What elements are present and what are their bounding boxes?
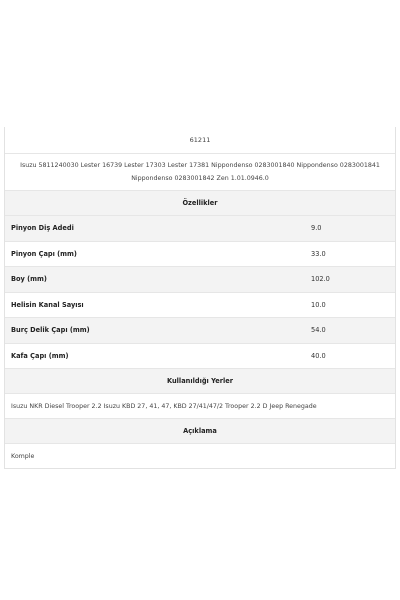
spec-row-bushing-bore <box>5 317 395 343</box>
spec-value: 10.0 <box>311 300 326 309</box>
spec-value: 102.0 <box>311 275 330 284</box>
usage-heading: Kullanıldığı Yerler <box>166 377 233 385</box>
product-spec-table <box>4 127 396 469</box>
spec-label: Pinyon Çapı (mm) <box>11 249 77 258</box>
spec-value: 40.0 <box>311 351 326 360</box>
description-heading: Açıklama <box>183 427 217 435</box>
spec-label: Helisin Kanal Sayısı <box>11 300 84 309</box>
specs-heading-row <box>5 190 395 215</box>
spec-label: Burç Delik Çapı (mm) <box>11 326 90 335</box>
spec-label: Boy (mm) <box>11 275 47 284</box>
spec-value: 54.0 <box>311 326 326 335</box>
spec-label: Kafa Çapı (mm) <box>11 351 69 360</box>
oem-numbers-row <box>5 153 395 190</box>
description-text: Komple <box>11 452 35 460</box>
specs-heading: Özellikler <box>182 199 218 207</box>
usage-text-row <box>5 393 395 418</box>
usage-heading-row <box>5 368 395 393</box>
product-code: 61211 <box>189 136 211 144</box>
description-heading-row <box>5 418 395 443</box>
spec-row-length <box>5 266 395 292</box>
spec-label: Pinyon Diş Adedi <box>11 224 74 233</box>
spec-row-head-diameter <box>5 343 395 369</box>
spec-value: 33.0 <box>311 249 326 258</box>
spec-row-pinion-teeth <box>5 215 395 241</box>
spec-value: 9.0 <box>311 224 322 233</box>
spec-row-helix-grooves <box>5 292 395 318</box>
product-code-row <box>5 127 395 153</box>
usage-text: Isuzu NKR Diesel Trooper 2.2 Isuzu KBD 27, 41, 47, KBD 27/41/47/2 Trooper 2.2 D Jeep Renegade <box>11 402 317 410</box>
spec-row-pinion-diameter <box>5 241 395 267</box>
description-text-row <box>5 443 395 468</box>
oem-numbers-text: Isuzu 5811240030 Lester 16739 Lester 17303 Lester 17381 Nippondenso 0283001840 Nippondenso 0283001841 Nippondenso 0283001842 Zen 1.01.0946.0 <box>20 162 380 182</box>
